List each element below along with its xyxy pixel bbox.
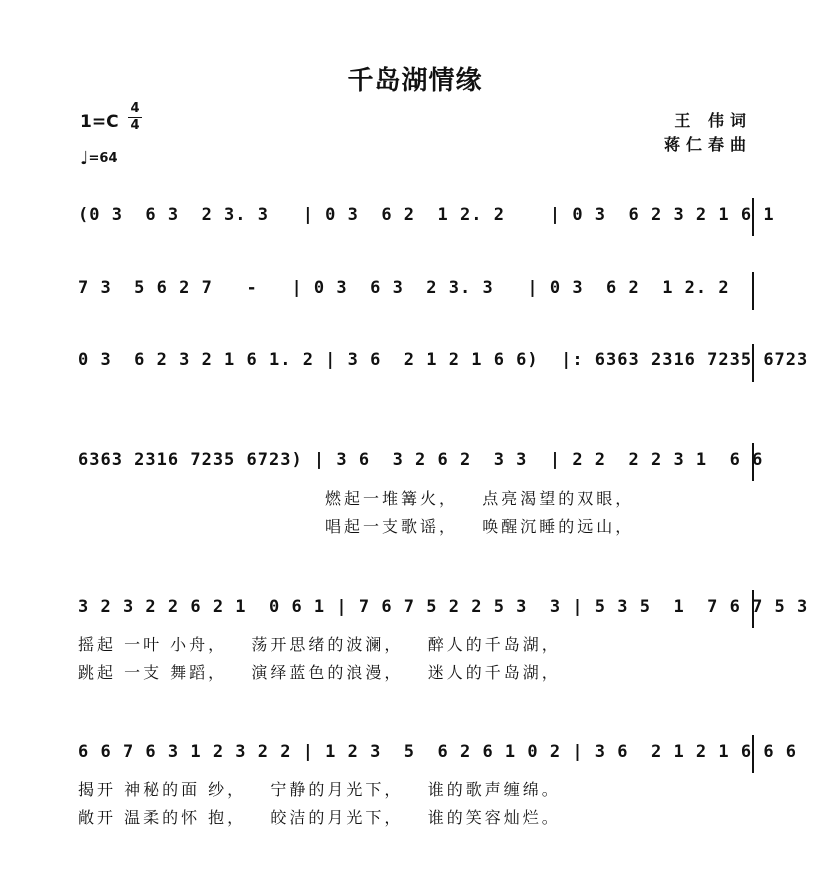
lyricist-credit: 王 伟词 xyxy=(674,111,752,130)
score-system-6: 6 6 7 6 3 1 2 3 2 2 | 1 2 3 5 6 2 6 1 0 2 | 3 6 2 1 2 1 6 6 6 xyxy=(78,742,798,762)
lyrics-line-2: 跳起 一支 舞蹈， 演绎蓝色的浪漫， 迷人的千岛湖， xyxy=(78,663,561,682)
lyrics-line-1: 揭开 神秘的面 纱， 宁静的月光下， 谁的歌声缠绵。 xyxy=(78,780,561,799)
composer-credit: 蒋仁春曲 xyxy=(663,135,752,154)
quarter-note-icon: ♩ xyxy=(80,148,89,169)
barline xyxy=(752,198,754,236)
score-system-2: 7 3 5 6 2 7 - | 0 3 6 3 2 3. 3 | 0 3 6 2 1 2. 2 xyxy=(78,278,730,298)
barline xyxy=(752,344,754,382)
tempo-marking xyxy=(80,148,117,169)
barline xyxy=(752,272,754,310)
key-signature: 1=C xyxy=(80,112,119,132)
barline xyxy=(752,590,754,628)
lyrics-line-1: 摇起 一叶 小舟， 荡开思绪的波澜， 醉人的千岛湖， xyxy=(78,635,561,654)
score-system-5: 3 2 3 2 2 6 2 1 0 6 1 | 7 6 7 5 2 2 5 3 3 | 5 3 5 1 7 6 7 5 3 xyxy=(78,597,809,617)
lyrics-line-2: 敞开 温柔的怀 抱， 皎洁的月光下， 谁的笑容灿烂。 xyxy=(78,808,561,827)
barline xyxy=(752,735,754,773)
score-system-4: 6363 2316 7235 6723) | 3 6 3 2 6 2 3 3 | 2 2 2 2 3 1 6 6 xyxy=(78,450,764,470)
song-title: 千岛湖情缘 xyxy=(347,66,483,96)
time-signature xyxy=(128,102,142,133)
barline xyxy=(752,443,754,481)
time-signature-top: 4 xyxy=(130,101,140,116)
score-system-1: (0 3 6 3 2 3. 3 | 0 3 6 2 1 2. 2 | 0 3 6 2 3 2 1 6 1 xyxy=(78,205,775,225)
lyrics-line-1: 燃起一堆篝火， 点亮渴望的双眼， xyxy=(325,489,635,508)
lyrics-line-2: 唱起一支歌谣， 唤醒沉睡的远山， xyxy=(325,517,635,536)
time-signature-bottom: 4 xyxy=(130,118,140,133)
tempo-value: =64 xyxy=(88,151,118,166)
score-system-3: 0 3 6 2 3 2 1 6 1. 2 | 3 6 2 1 2 1 6 6) |: 6363 2316 7235 6723 xyxy=(78,350,809,370)
